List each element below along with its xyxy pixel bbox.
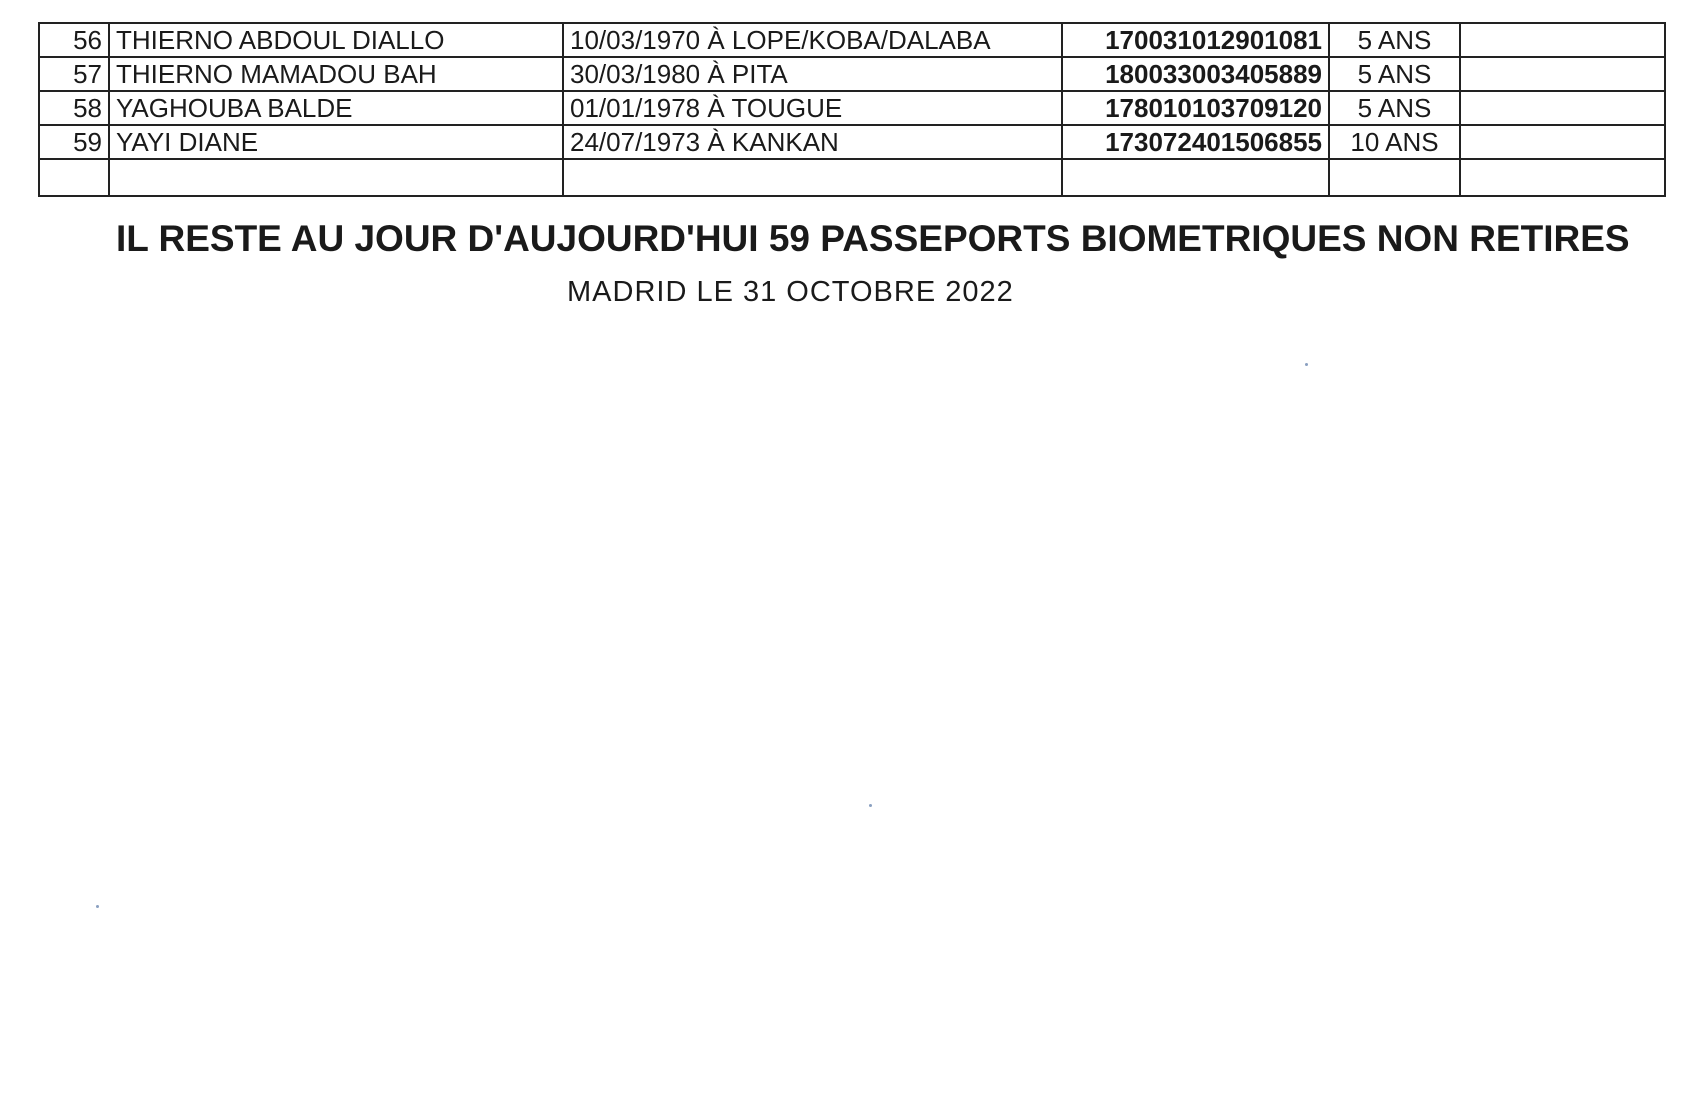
row-number: 58 (39, 91, 109, 125)
summary-statement: IL RESTE AU JOUR D'AUJOURD'HUI 59 PASSEPORTS BIOMETRIQUES NON RETIRES (116, 218, 1630, 259)
table-row (39, 23, 1665, 57)
holder-name: THIERNO MAMADOU BAH (109, 57, 563, 91)
row-number: 57 (39, 57, 109, 91)
id-number: 178010103709120 (1062, 91, 1329, 125)
empty-table-row (39, 159, 1665, 196)
scan-speck (96, 905, 99, 908)
validity: 5 ANS (1329, 23, 1460, 57)
row-number: 59 (39, 125, 109, 159)
table-row (39, 91, 1665, 125)
birth-date-place: 10/03/1970 À LOPE/KOBA/DALABA (563, 23, 1062, 57)
table-row (39, 57, 1665, 91)
outside-cell (1460, 23, 1665, 57)
empty-cell (1062, 159, 1329, 196)
validity: 5 ANS (1329, 91, 1460, 125)
empty-cell (1329, 159, 1460, 196)
outside-cell (1460, 125, 1665, 159)
outside-cell (1460, 57, 1665, 91)
empty-cell (1460, 159, 1665, 196)
validity: 10 ANS (1329, 125, 1460, 159)
table-row (39, 125, 1665, 159)
row-number: 56 (39, 23, 109, 57)
birth-date-place: 30/03/1980 À PITA (563, 57, 1062, 91)
empty-cell (39, 159, 109, 196)
holder-name: THIERNO ABDOUL DIALLO (109, 23, 563, 57)
id-number: 180033003405889 (1062, 57, 1329, 91)
scan-speck (869, 804, 872, 807)
scan-speck (1305, 363, 1308, 366)
holder-name: YAYI DIANE (109, 125, 563, 159)
id-number: 173072401506855 (1062, 125, 1329, 159)
holder-name: YAGHOUBA BALDE (109, 91, 563, 125)
empty-cell (563, 159, 1062, 196)
place-date-line: MADRID LE 31 OCTOBRE 2022 (567, 276, 1014, 308)
birth-date-place: 01/01/1978 À TOUGUE (563, 91, 1062, 125)
outside-cell (1460, 91, 1665, 125)
passport-table (38, 22, 1666, 197)
id-number: 170031012901081 (1062, 23, 1329, 57)
validity: 5 ANS (1329, 57, 1460, 91)
birth-date-place: 24/07/1973 À KANKAN (563, 125, 1062, 159)
empty-cell (109, 159, 563, 196)
